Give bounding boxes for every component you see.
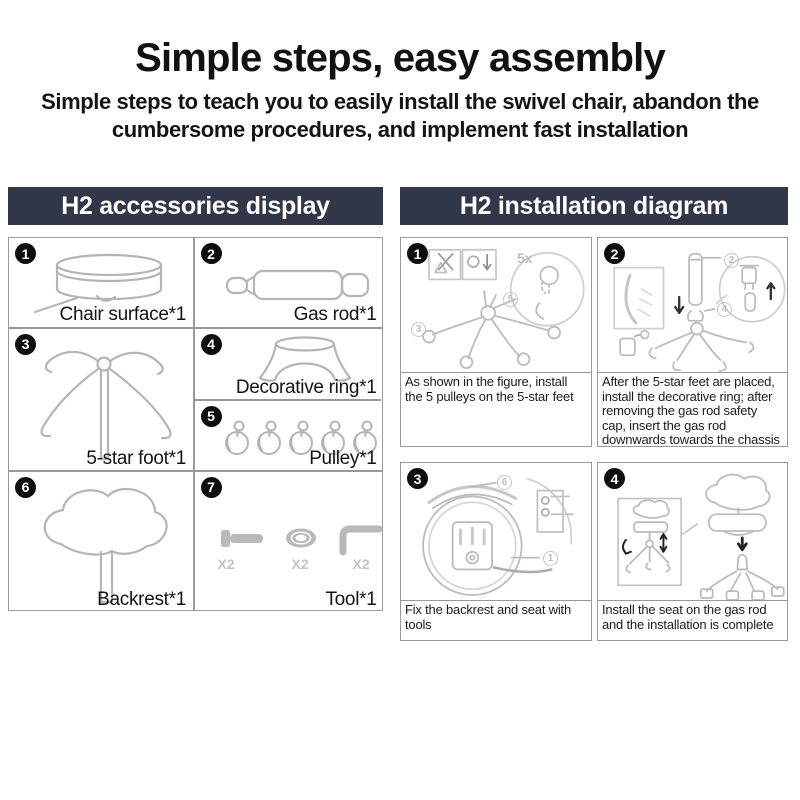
step-2-sketch: [598, 238, 787, 372]
accessory-cell-chair-surface: [9, 238, 193, 327]
step-number-badge: 1: [407, 243, 428, 264]
tool-count-washer: X2: [291, 555, 309, 572]
step-card-4: [597, 462, 788, 641]
step-1-caption: As shown in the figure, install the 5 pulleys on the 5-star feet: [400, 373, 592, 447]
tool-count-allen-key: X2: [352, 555, 370, 572]
page-subtitle-line1: Simple steps to teach you to easily install the swivel chair, abandon the: [41, 89, 759, 114]
step-card-1: [400, 237, 592, 447]
installation-steps: [400, 237, 788, 640]
step-card-3: [400, 462, 592, 641]
item-number-badge: 1: [15, 243, 36, 264]
item-number-badge: 2: [201, 243, 222, 264]
item-number-badge: 6: [15, 477, 36, 498]
item-number-badge: 3: [15, 334, 36, 355]
accessories-panel-header: H2 accessories display: [8, 187, 383, 225]
accessory-label: Gas rod*1: [293, 304, 377, 325]
step-number-badge: 2: [604, 243, 625, 264]
tool-count-screw: X2: [217, 555, 235, 572]
step-2-caption: After the 5-star feet are placed, install the decorative ring; after removing the gas rod safety cap, insert the gas rod downwards towards the chassis: [597, 373, 788, 447]
accessories-grid: [8, 237, 383, 611]
accessory-cell-tool: [195, 472, 384, 612]
step-number-badge: 4: [604, 468, 625, 489]
step-4-illustration-box: [597, 462, 788, 601]
step-3-caption: Fix the backrest and seat with tools: [400, 601, 592, 641]
step-1-sketch: [401, 238, 591, 372]
annotation-circle-5: 5: [503, 292, 518, 307]
item-number-badge: 5: [201, 406, 222, 427]
accessory-cell-backrest: [9, 472, 193, 612]
item-number-badge: 7: [201, 477, 222, 498]
annotation-5x: 5x: [517, 250, 533, 266]
accessory-label: Chair surface*1: [59, 304, 186, 325]
accessory-label: Decorative ring*1: [235, 376, 377, 398]
installation-panel-header: H2 installation diagram: [400, 187, 788, 225]
accessory-label: Pulley*1: [309, 447, 377, 469]
step-card-2: [597, 237, 788, 447]
step-number-badge: 3: [407, 468, 428, 489]
step-4-sketch: [598, 463, 787, 600]
page-subtitle-line2: cumbersome procedures, and implement fast installation: [111, 117, 689, 142]
accessory-cell-pulley: [195, 401, 384, 471]
accessory-cell-gas-rod: [195, 238, 384, 327]
step-4-caption: Install the seat on the gas rod and the installation is complete: [597, 601, 788, 641]
annotation-circle-6: 6: [497, 475, 512, 490]
step-3-illustration-box: [400, 462, 592, 601]
page-subtitle: [40, 88, 760, 144]
accessory-label: Backrest*1: [97, 588, 186, 610]
accessory-label: Tool*1: [325, 588, 377, 610]
page-title: Simple steps, easy assembly: [135, 36, 665, 80]
step-3-sketch: [401, 463, 591, 600]
step-1-illustration-box: [400, 237, 592, 373]
step-2-illustration-box: [597, 237, 788, 373]
accessory-label: 5-star foot*1: [86, 447, 186, 469]
annotation-circle-1: 1: [543, 551, 558, 566]
annotation-circle-3: 3: [411, 322, 426, 337]
annotation-circle-4: 4: [717, 302, 732, 317]
accessory-cell-decorative-ring: [195, 329, 384, 400]
item-number-badge: 4: [201, 334, 222, 355]
annotation-circle-2: 2: [724, 253, 739, 268]
accessory-cell-five-star-foot: [9, 329, 193, 471]
